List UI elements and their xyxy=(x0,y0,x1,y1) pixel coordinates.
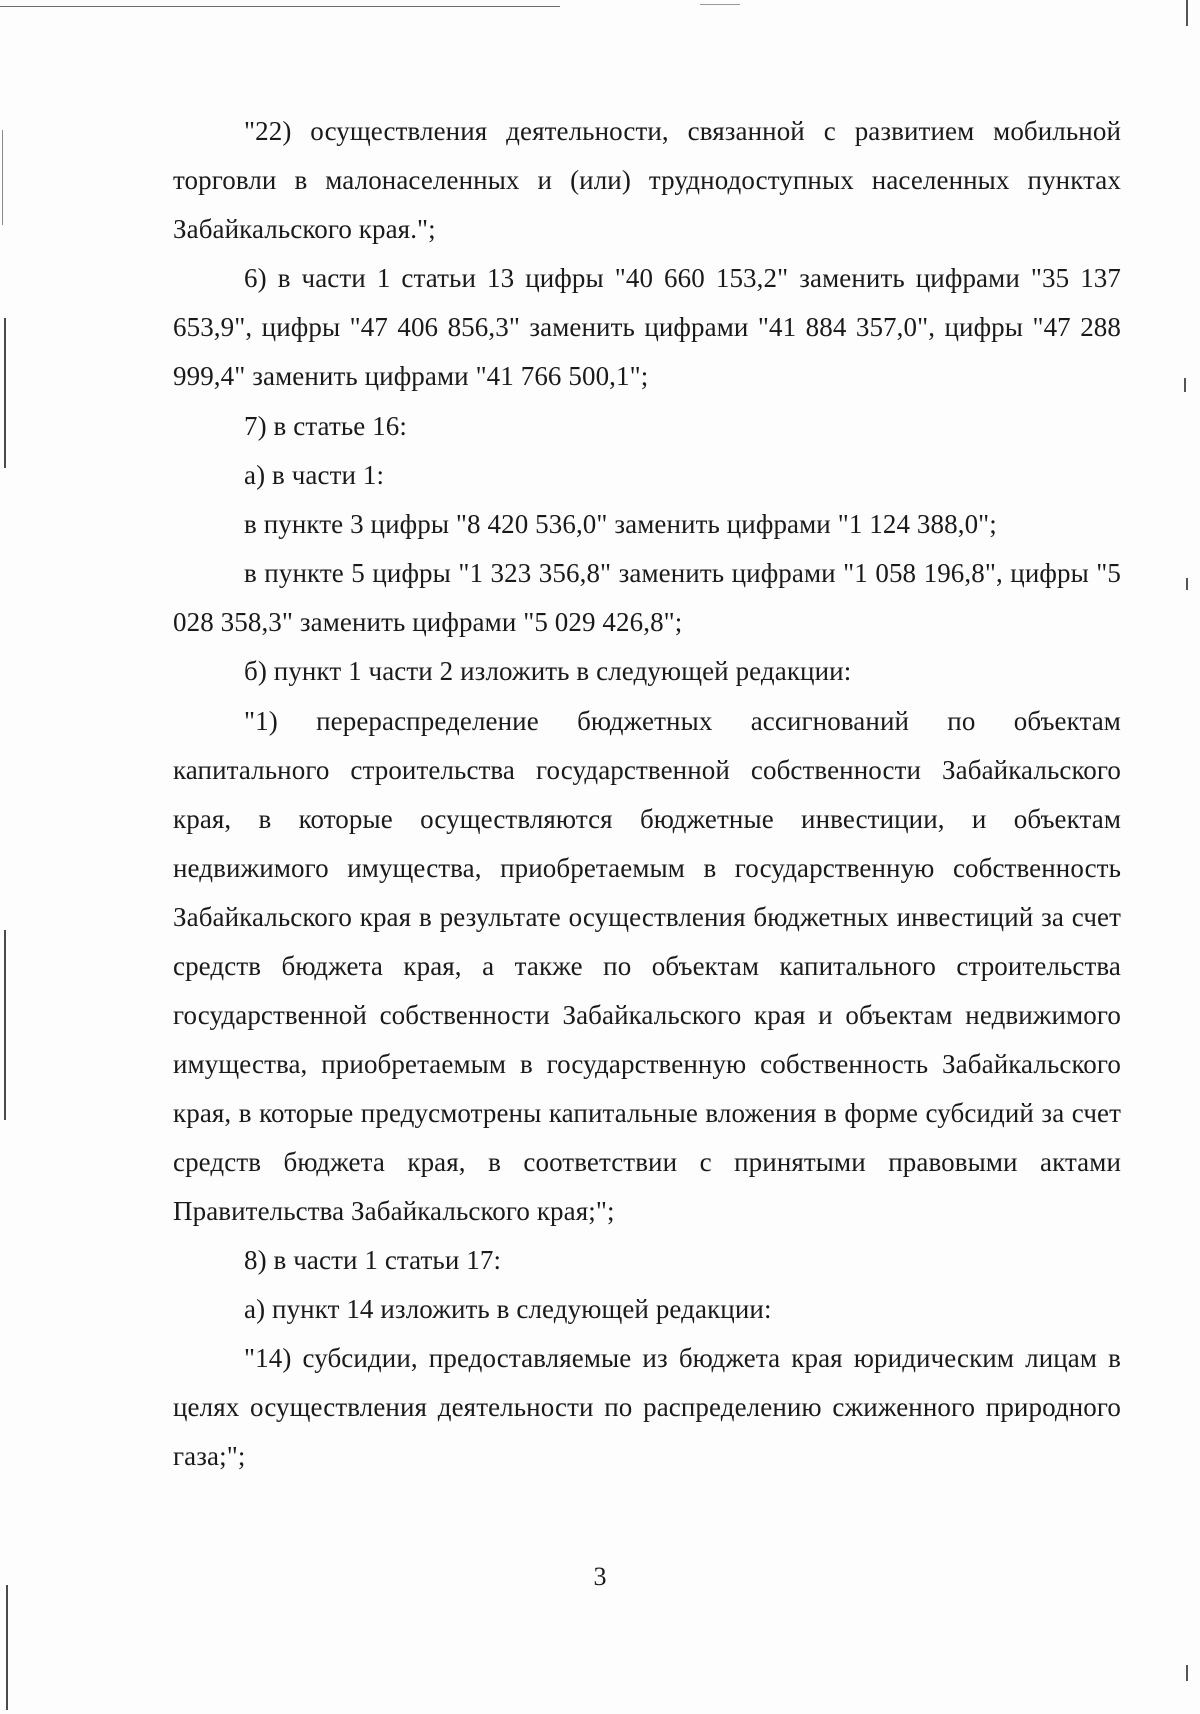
paragraph-point-3-change: в пункте 3 цифры "8 420 536,0" заменить цифрами "1 124 388,0"; xyxy=(244,509,997,539)
scan-artifact-left-bar xyxy=(2,130,3,225)
scan-artifact-right-tick xyxy=(1186,578,1188,590)
scan-artifact-right-tick xyxy=(1186,1665,1188,1681)
scan-artifact-top-dash xyxy=(700,4,740,5)
paragraph-item-22: "22) осуществления деятельности, связанной с развитием мобильной торговли в малонаселенных и (или) труднодоступных населенных пунктах Забайкальского края."; xyxy=(173,116,1121,244)
paragraph-point-14-heading: а) пункт 14 изложить в следующей редакции: xyxy=(244,1294,772,1324)
paragraph-part-2-point-1-heading: б) пункт 1 части 2 изложить в следующей редакции: xyxy=(244,656,852,686)
scan-artifact-left-bar xyxy=(6,1585,8,1710)
scan-artifact-right-tick xyxy=(1186,0,1188,26)
paragraph-article-16-heading: 7) в статье 16: xyxy=(244,411,407,441)
paragraph-article-17-heading: 8) в части 1 статьи 17: xyxy=(244,1245,502,1275)
scan-artifact-right-tick xyxy=(1184,378,1186,392)
paragraph-part-1-heading: а) в части 1: xyxy=(244,460,385,490)
scan-artifact-left-bar xyxy=(4,318,6,468)
paragraph-change-article-13: 6) в части 1 статьи 13 цифры "40 660 153,2" заменить цифрами "35 137 653,9", цифры "47 406 856,3" заменить цифрами "41 884 357,0", цифры "47 288 999,4" заменить цифрами "41 766 500,1"; xyxy=(173,263,1121,391)
scan-artifact-left-bar xyxy=(4,930,6,1120)
scan-artifact-top-line xyxy=(0,6,560,7)
paragraph-item-14-subsidies: "14) субсидии, предоставляемые из бюджета края юридическим лицам в целях осуществления деятельности по распределению сжиженного природного газа;"; xyxy=(173,1343,1121,1471)
page-number: 3 xyxy=(593,1562,607,1591)
paragraph-item-1-redistribution: "1) перераспределение бюджетных ассигнований по объектам капитального строительства государственной собственности Забайкальского края, в которые осуществляются бюджетные инвестиции, и объектам недвижимого имущества, приобретаемым в государственную собственность Забайкальского края в результате осуществления бюджетных инвестиций за счет средств бюджета края, а также по объектам капитального строительства государственной собственности Забайкальского края и объектам недвижимого имущества, приобретаемым в государственную собственность Забайкальского края, в которые предусмотрены капитальные вложения в форме субсидий за счет средств бюджета края, в соответствии с принятыми правовыми актами Правительства Забайкальского края;"; xyxy=(173,706,1121,1226)
paragraph-point-5-change: в пункте 5 цифры "1 323 356,8" заменить цифрами "1 058 196,8", цифры "5 028 358,3" заменить цифрами "5 029 426,8"; xyxy=(173,558,1121,637)
